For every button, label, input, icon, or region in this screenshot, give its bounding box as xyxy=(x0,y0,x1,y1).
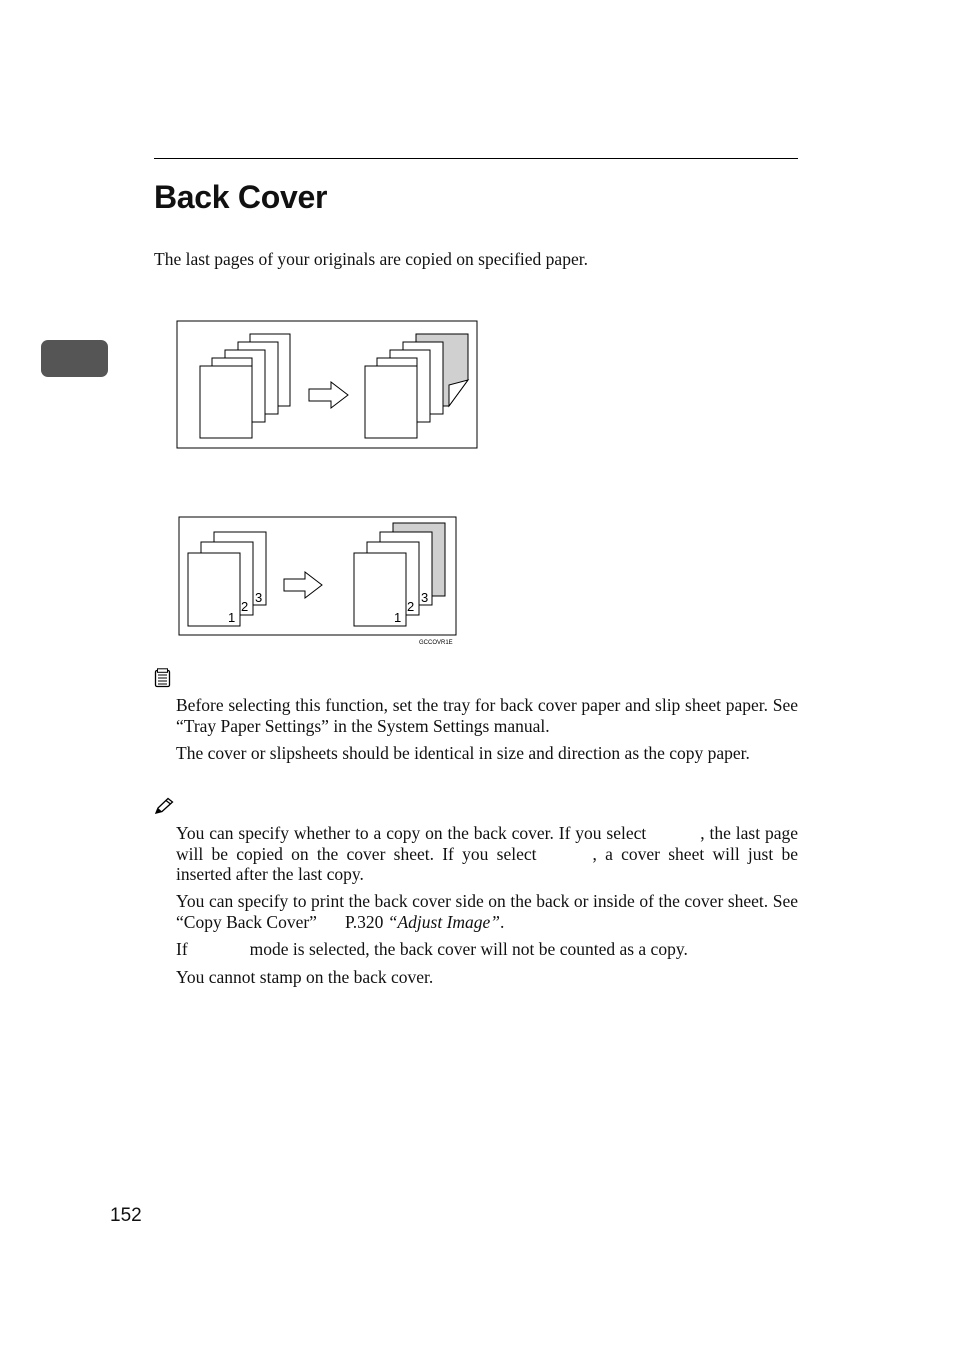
fig-left-label-2: 2 xyxy=(241,599,249,614)
note-item-1-part-a: You can specify whether to a copy on the back cover. If you select xyxy=(176,823,647,843)
important-item-2: The cover or slipsheets should be identical in size and direction as the copy paper. xyxy=(176,743,750,763)
note-item-1-part-b: , the last page will be copied on the cover sheet. If you select xyxy=(176,823,798,864)
figure-original-to-copy xyxy=(176,320,479,450)
note-icon xyxy=(154,668,172,688)
figure-numbered-pages xyxy=(178,516,458,649)
important-item-1: Before selecting this function, set the tray for back cover paper and slip sheet paper. See “Tray Paper Settings” in the System Settings manual. xyxy=(176,695,798,736)
note-item-1-part-c: , a cover sheet will just be inserted after the last copy. xyxy=(176,843,798,884)
fig-right-label-2: 2 xyxy=(407,599,415,614)
note-item-2 xyxy=(176,891,798,932)
pencil-icon xyxy=(154,797,174,815)
adjust-image-link[interactable]: “Adjust Image” xyxy=(387,911,501,932)
chapter-tab xyxy=(41,340,108,377)
fig-left-label-1: 1 xyxy=(228,610,236,625)
figure-code: GCCOVR1E xyxy=(419,640,453,646)
page-title: Back Cover xyxy=(154,179,328,215)
header-rule xyxy=(154,158,798,159)
note-item-3 xyxy=(176,939,798,960)
note-item-1 xyxy=(176,823,798,885)
page-reference: P.320 xyxy=(344,911,384,932)
note-item-2-text: You can specify to print the back cover side on the back or inside of the cover sheet. See “Copy Back Cover” xyxy=(176,891,798,932)
note-item-2-end: . xyxy=(500,911,505,932)
fig-right-label-3: 3 xyxy=(421,590,429,605)
fig-left-label-3: 3 xyxy=(255,590,263,605)
page-number: 152 xyxy=(110,1205,142,1226)
fig-right-label-1: 1 xyxy=(394,610,402,625)
note-item-4: You cannot stamp on the back cover. xyxy=(176,967,434,987)
note-item-3-part-b: mode is selected, the back cover will not be counted as a copy. xyxy=(249,939,688,959)
note-item-3-part-a: If xyxy=(176,939,188,959)
intro-text: The last pages of your originals are copied on specified paper. xyxy=(154,249,588,269)
